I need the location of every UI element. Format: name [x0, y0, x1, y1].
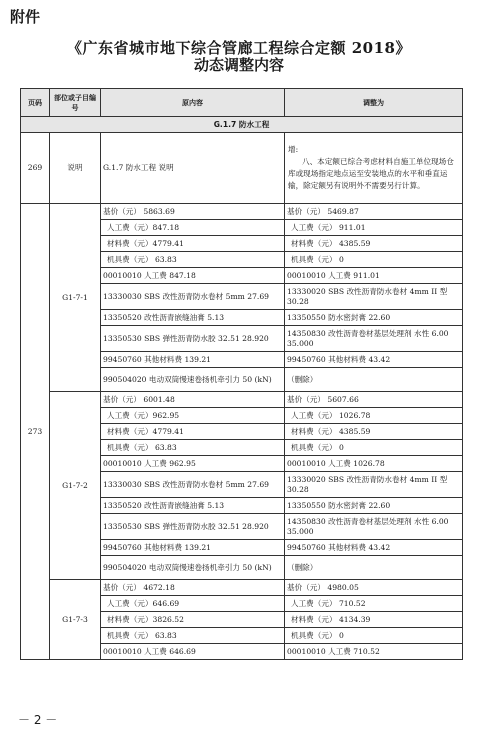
adjusted-cell: （删除） [285, 368, 463, 392]
col-header-adjusted: 调整为 [285, 89, 463, 117]
adjusted-cell: 材料费（元） 4134.39 [285, 612, 463, 628]
section-title-row [21, 117, 463, 133]
note-row [21, 133, 463, 204]
adjusted-cell: （删除） [285, 556, 463, 580]
adjustment-table [20, 88, 463, 660]
original-cell: 基价（元） 5863.69 [101, 204, 285, 220]
adjusted-cell: 机具费（元） 0 [285, 252, 463, 268]
adjusted-cell [285, 133, 463, 204]
code-cell: 说明 [50, 133, 101, 204]
adjusted-cell: 机具费（元） 0 [285, 440, 463, 456]
original-cell: 990504020 电动双筒慢速卷扬机牵引力 50 (kN) [101, 556, 285, 580]
adjusted-cell: 基价（元） 5469.87 [285, 204, 463, 220]
adjusted-cell: 13350550 防水密封膏 22.60 [285, 498, 463, 514]
adjusted-cell: 00010010 人工费 710.52 [285, 644, 463, 660]
item-code-cell: G1-7-2 [50, 392, 101, 580]
page-number: － 2 － [18, 713, 58, 727]
adjusted-cell: 人工费（元） 911.01 [285, 220, 463, 236]
original-cell: 13350530 SBS 弹性沥青防水胶 32.51 28.920 [101, 326, 285, 352]
original-cell: 材料费（元）3826.52 [101, 612, 285, 628]
item-code-cell: G1-7-1 [50, 204, 101, 392]
original-cell: 材料费（元）4779.41 [101, 236, 285, 252]
table-row [21, 580, 463, 596]
adjusted-cell: 基价（元） 5607.66 [285, 392, 463, 408]
table-header-row [21, 89, 463, 117]
original-cell: 13350530 SBS 弹性沥青防水胶 32.51 28.920 [101, 514, 285, 540]
adjusted-cell: 13350550 防水密封膏 22.60 [285, 310, 463, 326]
adjusted-cell: 14350830 改性沥青卷材基层处理剂 水性 6.00 35.000 [285, 514, 463, 540]
original-cell: 13350520 改性沥青嵌缝油膏 5.13 [101, 310, 285, 326]
section-title: G.1.7 防水工程 [21, 117, 463, 133]
original-cell: 99450760 其他材料费 139.21 [101, 540, 285, 556]
adjusted-cell: 人工费（元） 710.52 [285, 596, 463, 612]
adjusted-cell: 人工费（元） 1026.78 [285, 408, 463, 424]
adjusted-note-text: 八、本定额已综合考虑材料自施工单位现场仓库或现场指定地点运至安装地点的水平和垂直运输，除定额另有说明外不需要另行计算。 [288, 157, 454, 190]
adjusted-cell: 99450760 其他材料费 43.42 [285, 540, 463, 556]
adjusted-add-label: 增: [288, 145, 299, 154]
item-code-cell: G1-7-3 [50, 580, 101, 660]
original-cell: 13330030 SBS 改性沥青防水卷材 5mm 27.69 [101, 284, 285, 310]
original-cell: 机具费（元） 63.83 [101, 628, 285, 644]
adjusted-cell: 00010010 人工费 1026.78 [285, 456, 463, 472]
adjusted-cell: 99450760 其他材料费 43.42 [285, 352, 463, 368]
adjusted-cell: 材料费（元） 4385.59 [285, 424, 463, 440]
original-cell: 990504020 电动双筒慢速卷扬机牵引力 50 (kN) [101, 368, 285, 392]
original-cell: 00010010 人工费 847.18 [101, 268, 285, 284]
adjusted-cell: 机具费（元） 0 [285, 628, 463, 644]
document-title: 《广东省城市地下综合管廊工程综合定额 2018》 [67, 39, 411, 57]
page-cell: 269 [21, 133, 50, 204]
original-cell: 材料费（元）4779.41 [101, 424, 285, 440]
original-cell: 00010010 人工费 962.95 [101, 456, 285, 472]
page-cell: 273 [21, 204, 50, 660]
original-cell: 00010010 人工费 646.69 [101, 644, 285, 660]
adjusted-cell: 基价（元） 4980.05 [285, 580, 463, 596]
original-cell: 人工费（元）646.69 [101, 596, 285, 612]
table-row [21, 392, 463, 408]
adjusted-cell: 14350830 改性沥青卷材基层处理剂 水性 6.00 35.000 [285, 326, 463, 352]
adjusted-cell: 00010010 人工费 911.01 [285, 268, 463, 284]
original-cell: 人工费（元）962.95 [101, 408, 285, 424]
original-cell: 13350520 改性沥青嵌缝油膏 5.13 [101, 498, 285, 514]
original-cell: 13330030 SBS 改性沥青防水卷材 5mm 27.69 [101, 472, 285, 498]
original-cell: 基价（元） 4672.18 [101, 580, 285, 596]
col-header-page: 页码 [21, 89, 50, 117]
original-cell: 99450760 其他材料费 139.21 [101, 352, 285, 368]
table-row [21, 204, 463, 220]
original-cell: 人工费（元）847.18 [101, 220, 285, 236]
original-cell: 基价（元） 6001.48 [101, 392, 285, 408]
attachment-label: 附件 [10, 8, 41, 26]
original-cell: G.1.7 防水工程 说明 [101, 133, 285, 204]
original-cell: 机具费（元） 63.83 [101, 440, 285, 456]
adjusted-cell: 13330020 SBS 改性沥青防水卷材 4mm II 型 30.28 [285, 284, 463, 310]
col-header-code: 部位或子目编号 [50, 89, 101, 117]
col-header-original: 原内容 [101, 89, 285, 117]
adjusted-cell: 13330020 SBS 改性沥青防水卷材 4mm II 型 30.28 [285, 472, 463, 498]
adjusted-cell: 材料费（元） 4385.59 [285, 236, 463, 252]
document-subtitle: 动态调整内容 [193, 56, 284, 74]
original-cell: 机具费（元） 63.83 [101, 252, 285, 268]
